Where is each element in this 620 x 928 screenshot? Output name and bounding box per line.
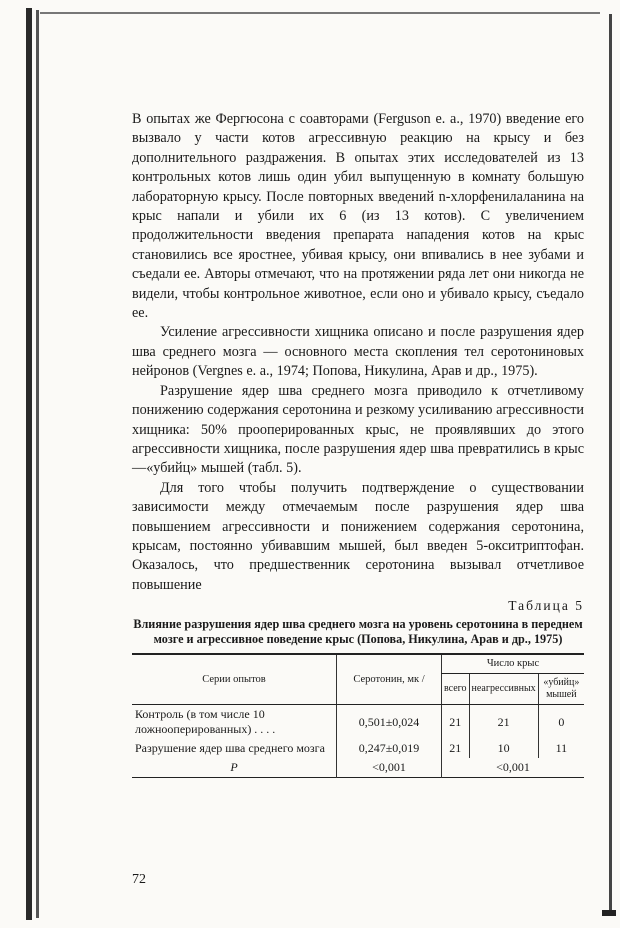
row-series: Контроль (в том числе 10 ложнооперированных) . . . . [135, 707, 276, 737]
p-count: <0,001 [442, 758, 585, 778]
table-row [132, 705, 584, 740]
paragraph-1: В опытах же Фергюсона с соавторами (Ferguson e. a., 1970) введение его вызвало у части котов агрессивную реакцию на крысу и без дополнительного раздражения. В опытах этих исследователей из 13 контрольных котов лишь один убил выпущенную в комнату большую лабораторную крысу. После повторных введений n-хлорфенилаланина на крыс напали и убили их 6 (из 13 котов). С увеличением продолжительности введения препарата нападения котов на крыс становились все яростнее, убивая крысу, они впивались в нее зубами и съедали ее. Авторы отмечают, что на протяжении ряда лет они никогда не видели, чтобы контрольное животное, если оно и убивало крысу, съедало ее. [132, 111, 584, 322]
header-non-aggressive: неагрессивных [469, 674, 538, 705]
paragraph-3: Разрушение ядер шва среднего мозга приводило к отчетливому понижению содержания серотонина и резкому усиливанию агрессивности хищника: 50% прооперированных крыс, не проявлявших до этого агрессивности хищника, после разрушения ядер шва превратились в крыс —«убийц» мышей (табл. 5). [132, 382, 584, 477]
paragraph-2: Усиление агрессивности хищника описано и после разрушения ядер шва среднего мозга — основного места скопления тел серотониновых нейронов (Vergnes e. a., 1974; Попова, Никулина, Арав и др., 1975). [132, 324, 584, 380]
page-right-edge [609, 14, 612, 914]
row-serotonin: 0,501±0,024 [337, 705, 442, 740]
row-series: Разрушение ядер шва среднего мозга [135, 741, 325, 756]
page-top-edge [40, 12, 600, 14]
row-non-aggressive: 10 [469, 739, 538, 758]
book-spine-line [36, 10, 39, 918]
row-killers: 0 [538, 705, 584, 740]
header-serotonin: Серотонин, мк / [337, 654, 442, 705]
page-number: 72 [132, 872, 146, 887]
p-serotonin: <0,001 [337, 758, 442, 778]
table-row-p [132, 758, 584, 778]
header-killers: «убийц» мышей [538, 674, 584, 705]
table-caption: Влияние разрушения ядер шва среднего мозга на уровень серотонина в переднем мозге и агрессивное поведение крыс (Попова, Никулина, Арав и др., 1975) [133, 617, 583, 647]
paragraph-4: Для того чтобы получить подтверждение о существовании зависимости между отмечаемым после разрушения ядер шва повышением агрессивности и понижением содержания серотонина, крысам, постоянно убивавшим мышей, был введен 5-окситриптофан. Оказалось, что предшественник серотонина вызывал отчетливое повышение [132, 479, 584, 593]
table-label: Таблица 5 [508, 598, 584, 614]
row-total: 21 [442, 705, 470, 740]
data-table [132, 653, 584, 778]
page-content [132, 110, 584, 778]
table-row [132, 739, 584, 758]
row-total: 21 [442, 739, 470, 758]
book-spine-shadow [26, 8, 32, 920]
row-killers: 11 [538, 739, 584, 758]
header-count-group: Число крыс [442, 654, 585, 674]
header-total: всего [442, 674, 470, 705]
row-non-aggressive: 21 [469, 705, 538, 740]
header-series: Серии опытов [132, 654, 337, 705]
row-serotonin: 0,247±0,019 [337, 739, 442, 758]
p-label: P [230, 760, 238, 775]
page-corner-mark [602, 910, 616, 916]
